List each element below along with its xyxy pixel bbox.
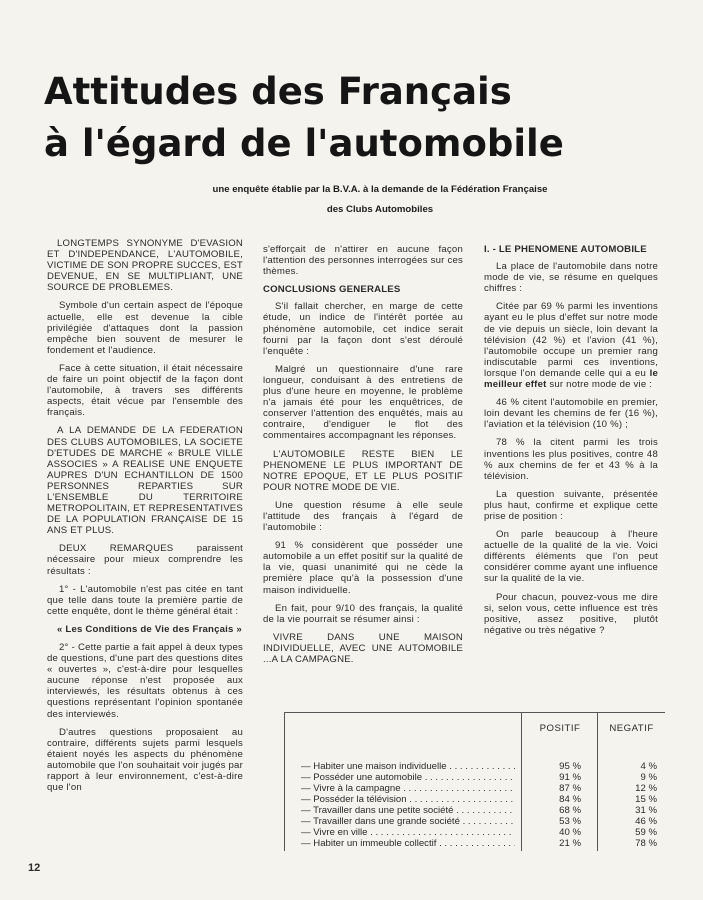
col3-paragraph: Pour chacun, pouvez-vous me dire si, selon vous, cette influence est très positive, assez positive, plutôt négative ou très négative ?: [484, 591, 658, 636]
col2-paragraph: Malgré un questionnaire d'une rare longueur, conduisant à des entretiens de plus d'une heure en moyenne, le problème n'a jamais été pour les enquêtrices, de conserver l'attention des enquêtés, mais au contraire, d'endiguer le flot des commentaires accompagnant les réponses.: [263, 363, 463, 442]
col1-paragraph: LONGTEMPS SYNONYME D'EVASION ET D'INDEPENDANCE, L'AUTOMOBILE, VICTIME DE SON PROPRE SUCCES, EST DEVENUE, EN SE MULTIPLIANT, UNE SOURCE DE PROBLEMES.: [47, 238, 243, 294]
row-positive: 40 %: [559, 827, 581, 838]
table-row: [285, 761, 665, 772]
subtitle-line-1: une enquête établie par la B.V.A. à la demande de la Fédération Française: [212, 184, 548, 195]
col1-paragraph: A LA DEMANDE DE LA FEDERATION DES CLUBS AUTOMOBILES, LA SOCIETE D'ETUDES DE MARCHE « BRULE VILLE ASSOCIES » A REALISE UNE ENQUETE AUPRES D'UN ECHANTILLON DE 1500 PERSONNES REPARTIES SUR L'ENSEMBLE DU TERRITOIRE METROPOLITAIN, ET REPRESENTATIVES DE LA POPULATION FRANÇAISE DE 15 ANS ET PLUS.: [47, 425, 243, 537]
table-row: [285, 783, 665, 794]
col3-bold-text: le meilleur effet: [484, 367, 658, 391]
article-subtitle: [150, 180, 610, 220]
col3-paragraph: La place de l'automobile dans notre mode de vie, se résume en quelques chiffres :: [484, 261, 658, 295]
header-negatif: NEGATIF: [597, 713, 665, 743]
table-row: [285, 827, 665, 838]
row-label: — Posséder la télévision . . .: [301, 794, 515, 805]
col1-paragraph: DEUX REMARQUES paraissent nécessaire pour mieux comprendre les résultats :: [47, 543, 243, 577]
row-label: — Travailler dans une petite société . . .: [301, 805, 515, 816]
column-1: [47, 238, 243, 800]
col2-paragraph: S'il fallait chercher, en marge de cette étude, un indice de l'intérêt portée au phénomène automobile, cet indice serait fourni par la façon dont s'est déroulé l'enquête :: [263, 301, 463, 357]
col2-paragraph: 91 % considèrent que posséder une automobile a un effet positif sur la qualité de la vie, quasi unanimité qui ne cède la première place qu'à la possession d'une maison individuelle.: [263, 540, 463, 596]
row-label: — Travailler dans une grande société . . .: [301, 816, 515, 827]
row-label: — Vivre en ville . . .: [301, 827, 515, 838]
row-positive: 53 %: [559, 816, 581, 827]
section-heading-conclusions: CONCLUSIONS GENERALES: [263, 284, 401, 296]
row-label: — Habiter une maison individuelle . . .: [301, 761, 515, 772]
row-label: — Posséder une automobile . . .: [301, 772, 515, 783]
row-label: — Habiter un immeuble collectif . . .: [301, 838, 515, 849]
row-positive: 84 %: [559, 794, 581, 805]
survey-results-table: [284, 712, 665, 851]
col3-paragraph: On parle beaucoup à l'heure actuelle de la qualité de la vie. Voici différents éléments que l'on peut considérer comme ayant une influence sur la qualité de la vie.: [484, 529, 658, 585]
row-negative: 31 %: [635, 805, 657, 816]
col1-quote-heading: « Les Conditions de Vie des Français »: [57, 623, 242, 635]
row-negative: 59 %: [635, 827, 657, 838]
column-2: [263, 244, 463, 672]
col3-paragraph: 78 % la citent parmi les trois inventions les plus positives, contre 48 % aux chemins de fer et 43 % à la télévision.: [484, 437, 658, 482]
col1-paragraph: Face à cette situation, il était nécessaire de faire un point objectif de la façon dont l'automobile, à travers ses différents aspects, était vécue par l'ensemble des français.: [47, 362, 243, 419]
row-positive: 87 %: [559, 783, 581, 794]
table-row: [285, 805, 665, 816]
col1-paragraph: 2° - Cette partie a fait appel à deux types de questions, d'une part des questions dites « ouvertes », c'est-à-dire pour lesquelles aucune réponse n'est proposée aux interviewés, les résultats obtenus à ces questions représentant l'opinion spontanée des interviewés.: [47, 642, 243, 720]
section-heading-phenomene: I. - LE PHENOMENE AUTOMOBILE: [484, 244, 647, 255]
article-title: [44, 66, 664, 170]
row-negative: 9 %: [640, 772, 657, 783]
row-negative: 12 %: [635, 783, 657, 794]
col2-paragraph: VIVRE DANS UNE MAISON INDIVIDUELLE, AVEC UNE AUTOMOBILE ...A LA CAMPAGNE.: [263, 631, 463, 665]
col3-text: sur notre mode de vie :: [546, 379, 653, 391]
col2-paragraph: Une question résume à elle seule l'attitude des français à l'égard de l'automobile :: [263, 499, 463, 534]
col3-text: Citée par 69 % parmi les inventions ayant eu le plus d'effet sur notre mode de vie depuis un siècle, loin devant la télévision (42 %) et l'avion (41 %), l'automobile occupe un premier rang indiscutable parmi ces inventions, lorsque l'on demande celle qui a eu: [484, 301, 658, 379]
row-label: — Vivre à la campagne . . .: [301, 783, 515, 794]
row-positive: 95 %: [559, 761, 581, 772]
title-line-2: à l'égard de l'automobile: [44, 122, 564, 165]
row-negative: 4 %: [640, 761, 657, 772]
col1-paragraph: Symbole d'un certain aspect de l'époque actuelle, elle est devenue la cible privilégiée d'attaques dont la passion empêche bien souvent de mesurer le fondement et l'audience.: [47, 300, 243, 356]
table-row: [285, 772, 665, 783]
subtitle-line-2: des Clubs Automobiles: [326, 204, 434, 215]
row-positive: 21 %: [559, 838, 581, 849]
row-negative: 46 %: [635, 816, 657, 827]
table-row: [285, 838, 665, 849]
col1-paragraph: 1° - L'automobile n'est pas citée en tant que telle dans toute la première partie de cette enquête, dont le thème général était :: [47, 583, 243, 617]
col3-paragraph: [484, 301, 658, 390]
col2-paragraph: En fait, pour 9/10 des français, la qualité de la vie pourrait se résumer ainsi :: [263, 602, 463, 625]
col1-paragraph: D'autres questions proposaient au contraire, différents sujets parmi lesquels étaient noyés les aspects du phénomène automobile que l'on souhaitait voir jugés par rapport à leur environnement, c'est-à-dire que l'on: [47, 726, 243, 794]
row-negative: 78 %: [635, 838, 657, 849]
row-negative: 15 %: [635, 794, 657, 805]
table-row: [285, 794, 665, 805]
title-line-1: Attitudes des Français: [44, 70, 512, 113]
col3-paragraph: La question suivante, présentée plus haut, confirme et explique cette prise de position :: [484, 488, 658, 522]
page-number: 12: [28, 862, 41, 874]
table-row: [285, 816, 665, 827]
table-header: [285, 713, 665, 743]
row-positive: 91 %: [559, 772, 581, 783]
table-body: [285, 761, 665, 849]
column-3: [484, 244, 658, 643]
header-positif: POSITIF: [521, 713, 598, 743]
col2-intro: s'efforçait de n'attirer en aucune façon l'attention des personnes interrogées sur ces thèmes.: [263, 244, 463, 278]
col2-paragraph: L'AUTOMOBILE RESTE BIEN LE PHENOMENE LE PLUS IMPORTANT DE NOTRE EPOQUE, ET LE PLUS POSITIF POUR NOTRE MODE DE VIE.: [263, 448, 463, 493]
col3-paragraph: 46 % citent l'automobile en premier, loin devant les chemins de fer (16 %), l'aviation et la télévision (10 %) ;: [484, 397, 658, 431]
row-positive: 68 %: [559, 805, 581, 816]
